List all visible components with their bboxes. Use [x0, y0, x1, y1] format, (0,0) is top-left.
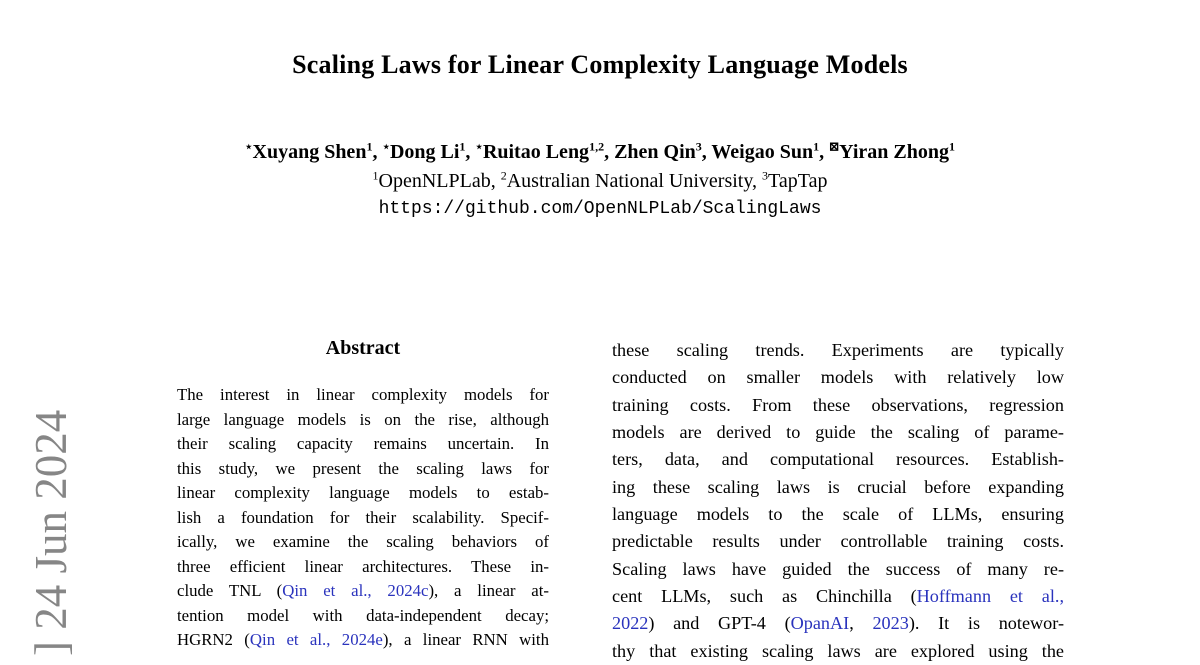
- text-span: The interest in linear complexity models for: [177, 385, 549, 404]
- text-span: clude TNL (: [177, 581, 283, 601]
- text-span: ing these scaling laws is crucial before expanding: [612, 476, 1064, 497]
- text-line: [177, 506, 549, 531]
- text-span: Dong Li: [389, 141, 460, 163]
- text-line: [612, 337, 1064, 364]
- text-line: [612, 610, 1064, 637]
- text-span: training costs. From these observations, regression: [612, 394, 1064, 415]
- affiliation-superscript: 3: [695, 139, 702, 154]
- text-line: [612, 364, 1064, 391]
- text-line: [177, 628, 549, 653]
- text-line: [612, 419, 1064, 446]
- affiliation-superscript: 1: [459, 139, 466, 154]
- text-span: three efficient linear architectures. These in-: [177, 556, 549, 576]
- affiliation-superscript: 3: [762, 168, 769, 183]
- text-line: [612, 528, 1064, 555]
- abstract-heading: Abstract: [325, 337, 401, 359]
- text-span: their scaling capacity remains uncertain. In: [177, 434, 549, 454]
- affiliations-line: [0, 170, 1200, 193]
- text-span: conducted on smaller models with relatively low: [612, 367, 1064, 388]
- text-line: [177, 457, 549, 482]
- text-line: [177, 604, 549, 629]
- text-span: HGRN2 (: [177, 630, 250, 650]
- text-span: Scaling laws have guided the success of many re-: [612, 558, 1064, 579]
- equal-contribution-marker: ⋆: [244, 139, 253, 154]
- paper-title: Scaling Laws for Linear Complexity Language Models: [292, 50, 908, 79]
- text-span: ,: [849, 613, 873, 634]
- text-line: [177, 530, 549, 555]
- text-span: OpenNLPLab,: [378, 170, 501, 192]
- text-span: ,: [819, 141, 830, 163]
- text-span: ically, we examine the scaling behaviors of: [177, 532, 549, 552]
- authors-line: [0, 141, 1200, 164]
- citation-link[interactable]: OpanAI: [790, 613, 850, 634]
- text-span: ,: [465, 141, 476, 163]
- text-span: language models to the scale of LLMs, ensuring: [612, 504, 1064, 525]
- abstract-column: [177, 383, 549, 653]
- equal-contribution-marker: ⋆: [475, 139, 483, 154]
- text-span: thy that existing scaling laws are explored using the: [612, 640, 1064, 661]
- text-span: ), a linear at-: [428, 581, 549, 601]
- affiliation-superscript: 1: [366, 139, 373, 154]
- text-span: these scaling trends. Experiments are typically: [612, 340, 1064, 360]
- text-line: [177, 481, 549, 506]
- affiliation-superscript: 1: [372, 168, 379, 183]
- text-span: , Zhen Qin: [604, 141, 696, 163]
- citation-link[interactable]: Hoffmann et al.,: [916, 586, 1065, 607]
- text-span: , Weigao Sun: [701, 141, 814, 163]
- text-span: ,: [372, 141, 383, 163]
- repo-link[interactable]: https://github.com/OpenNLPLab/ScalingLaws: [378, 199, 822, 219]
- text-line: [612, 446, 1064, 473]
- text-line: [177, 579, 549, 604]
- text-span: ters, data, and computational resources. Establish-: [612, 449, 1064, 470]
- text-span: Ruitao Leng: [482, 141, 590, 163]
- text-span: Xuyang Shen: [252, 141, 367, 163]
- text-line: [612, 556, 1064, 583]
- text-span: cent LLMs, such as Chinchilla (: [612, 586, 917, 607]
- text-line: [177, 555, 549, 580]
- text-line: [612, 392, 1064, 419]
- text-span: Yiran Zhong: [839, 141, 950, 163]
- text-span: tention model with data-independent decay;: [177, 605, 549, 625]
- text-span: large language models is on the rise, although: [177, 409, 549, 429]
- affiliation-superscript: 1,2: [589, 139, 605, 154]
- text-span: TapTap: [768, 170, 828, 192]
- text-span: predictable results under controllable training costs.: [612, 531, 1064, 552]
- text-line: [612, 474, 1064, 501]
- text-line: [177, 383, 549, 408]
- text-span: lish a foundation for their scalability. Specif-: [177, 507, 549, 527]
- text-line: [612, 501, 1064, 528]
- citation-link[interactable]: Qin et al., 2024c: [282, 581, 429, 601]
- arxiv-date-stamp: ] 24 Jun 2024: [26, 409, 76, 656]
- text-span: this study, we present the scaling laws for: [177, 458, 549, 478]
- affiliation-superscript: 1: [949, 139, 956, 154]
- text-line: [612, 638, 1064, 665]
- intro-column: [612, 337, 1064, 665]
- affiliation-superscript: 1: [813, 139, 820, 154]
- text-line: [177, 408, 549, 433]
- text-span: ) and GPT-4 (: [648, 613, 791, 634]
- text-span: models are derived to guide the scaling of parame-: [612, 422, 1064, 443]
- affiliation-superscript: 2: [500, 168, 507, 183]
- text-span: Australian National University,: [506, 170, 763, 192]
- citation-link[interactable]: 2023: [872, 613, 909, 634]
- text-line: [177, 432, 549, 457]
- corresponding-author-icon: ⊠: [829, 139, 840, 154]
- citation-link[interactable]: 2022: [612, 613, 649, 634]
- text-line: [612, 583, 1064, 610]
- text-span: linear complexity language models to estab-: [177, 483, 549, 503]
- text-span: ), a linear RNN with: [382, 630, 549, 650]
- text-span: ). It is notewor-: [908, 613, 1064, 634]
- citation-link[interactable]: Qin et al., 2024e: [249, 630, 383, 650]
- equal-contribution-marker: ⋆: [382, 139, 390, 154]
